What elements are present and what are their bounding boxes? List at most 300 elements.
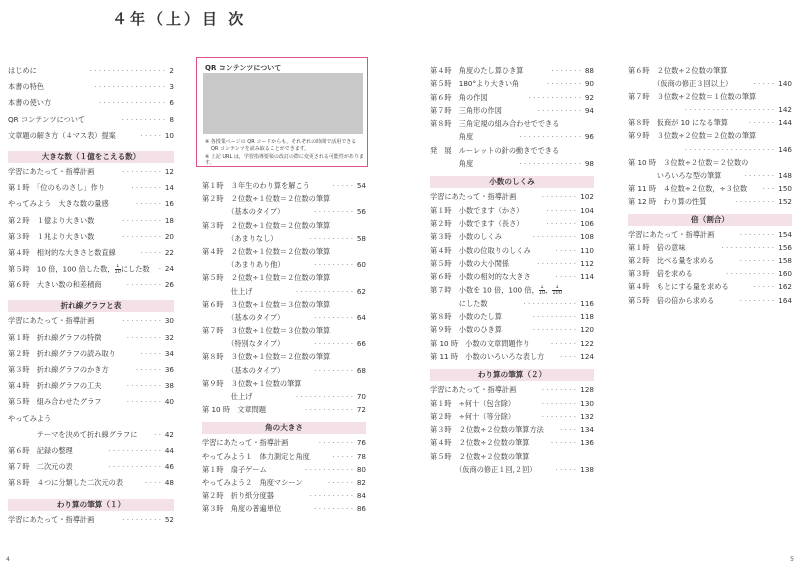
toc-entry-label: 発 展 ルーレットの針の動きでできる (430, 145, 560, 155)
toc-entry-label: 本書の特色 (8, 82, 44, 92)
toc-entry-label: 第５時 倍の倍から求める (628, 295, 715, 305)
leader-dots: · · · · · · · · · · (532, 325, 576, 335)
leader-dots: · · · · · · · · · (314, 260, 353, 270)
toc-column-3 (430, 66, 594, 478)
toc-entry (430, 399, 594, 412)
toc-entry (202, 221, 366, 234)
leader-dots: · · · · · · · · · · · · · (295, 392, 353, 401)
toc-entry (202, 465, 366, 478)
leader-dots: · · · · · · · · · · · · · · (519, 159, 581, 169)
leader-dots: · · · · · · · · · · · · · · · · · · · · (684, 144, 774, 154)
toc-entry-label: にした数 (430, 298, 488, 308)
toc-entry-label: はじめに (8, 66, 37, 75)
toc-entry-label: 第６時 小数の相対的な大きさ (430, 272, 531, 282)
fraction (552, 285, 562, 296)
toc-entry-label: 第４時 ２位数÷２位数の筆算 (430, 438, 530, 448)
toc-entry-page: 16 (164, 199, 174, 209)
toc-entry-page: 38 (164, 381, 174, 391)
toc-entry-label: 第１時 小数でます（かさ） (430, 205, 524, 215)
toc-entry-label: 第 10 時 小数の文章問題作り (430, 338, 530, 348)
leader-dots: · · · · · (140, 130, 161, 140)
toc-entry-label: （あまりあり他） (202, 260, 285, 270)
toc-entry-page: 140 (778, 79, 792, 89)
toc-entry (202, 247, 366, 260)
toc-entry (8, 232, 174, 248)
leader-dots: · · · · · · · · (541, 385, 576, 395)
toc-entry (202, 491, 366, 504)
toc-entry-label: やってみよう 大きな数の量感 (8, 199, 109, 209)
toc-entry-page: 44 (164, 445, 174, 455)
leader-dots: · · · · · (555, 245, 576, 255)
toc-entry-label: やってみよう (8, 413, 52, 423)
leader-dots: · · · · · · · · · · · · · · (519, 132, 581, 142)
toc-entry (430, 385, 594, 398)
toc-entry (8, 414, 174, 430)
toc-entry-page: 122 (580, 338, 594, 348)
toc-entry (8, 82, 174, 98)
toc-entry-label: 第５時 組み合わせたグラフ (8, 397, 102, 407)
toc-entry-page: 68 (356, 365, 366, 375)
leader-dots: · · · · · · (748, 118, 774, 128)
fraction-numerator: 1 (555, 285, 559, 291)
toc-entry-page: 14 (164, 183, 174, 193)
page-title: ４年（上）目 次 (112, 10, 247, 28)
toc-entry (8, 183, 174, 199)
toc-entry-page: 20 (164, 231, 174, 241)
toc-entry-page: 110 (580, 245, 594, 255)
leader-dots: · · · · · · (550, 438, 576, 448)
toc-entry (430, 93, 594, 106)
toc-entry-label: 第８時 ４つに分類した二次元の表 (8, 478, 124, 488)
fraction-denominator: 100 (552, 290, 562, 297)
toc-entry-page: 116 (580, 298, 594, 308)
toc-entry-label: 本書の使い方 (8, 98, 52, 108)
toc-entry-page: 42 (164, 429, 174, 439)
toc-entry-page: 30 (164, 316, 174, 326)
toc-entry-page: 56 (356, 207, 366, 217)
toc-entry-page: 98 (584, 159, 594, 169)
leader-dots: · · · · · · · · · · · · · · · · · · · · (684, 105, 774, 115)
toc-entry-label: 第６時 角の作図 (430, 92, 488, 102)
leader-dots: · · · · · · · · · · (532, 312, 576, 322)
toc-entry-label: 第４時 折れ線グラフの工夫 (8, 381, 102, 391)
toc-entry-label: 第３時 小数のしくみ (430, 232, 502, 242)
toc-entry-label: 第６時 ３位数÷１位数＝３位数の筆算 (202, 299, 331, 309)
toc-entry-label: 第１時 扇子ゲーム (202, 464, 267, 474)
toc-entry (430, 412, 594, 425)
leader-dots: · · · · · (555, 465, 576, 475)
toc-entry-label: 第２時 ÷何十（等分除） (430, 411, 516, 421)
toc-entry-label: いろいろな型の筆算 (628, 170, 722, 180)
toc-entry-label: 第７時 ３位数÷１位数＝３位数の筆算 (202, 326, 331, 336)
leader-dots: · · · · · (140, 247, 161, 257)
toc-entry (430, 192, 594, 205)
toc-entry-label: （基本のタイプ） (202, 207, 285, 217)
toc-entry (628, 184, 792, 197)
toc-entry-page: 26 (164, 280, 174, 290)
toc-entry (628, 269, 792, 282)
leader-dots: · · · · · · · (551, 66, 581, 75)
toc-entry-label: 第７時 三角形の作図 (430, 105, 502, 115)
toc-entry-page: 40 (164, 397, 174, 407)
toc-entry-label: 学習にあたって・指導計画 (8, 514, 95, 524)
toc-entry-label: 第１時 ３年生のわり算を解こう (202, 181, 310, 190)
leader-dots: · · · · · (753, 79, 774, 89)
toc-entry-page: 76 (356, 438, 366, 448)
leader-dots: · · · · · (332, 451, 353, 461)
leader-dots: · · · · · · · · · · · · (721, 243, 774, 253)
qr-note-2: ※ 上記 URL は，学習指導要領の改訂の際に変更される可能性があります。 (205, 154, 364, 166)
toc-entry (8, 349, 174, 365)
toc-entry-page: 128 (580, 385, 594, 395)
toc-entry-page: 2 (169, 66, 174, 75)
leader-dots: · · · · · · · · · · (309, 233, 353, 243)
toc-entry (628, 145, 792, 158)
leader-dots: · · · · · · · (546, 218, 576, 228)
toc-entry-page: 94 (584, 105, 594, 115)
toc-entry-label: 第５時 ２位数÷１位数＝２位数の筆算 (202, 273, 331, 283)
toc-entry-page: 24 (164, 264, 174, 274)
toc-entry-label: 仕上げ (202, 392, 253, 401)
toc-entry-page: 156 (778, 243, 792, 253)
toc-entry-page: 62 (356, 286, 366, 296)
toc-entry-page: 78 (356, 451, 366, 461)
section-heading: 倍（割合） (628, 214, 792, 226)
leader-dots: · · · · · · · · (739, 256, 774, 266)
leader-dots: · · · · · · · (744, 170, 774, 180)
leader-dots: · · · · · (332, 181, 353, 190)
qr-note-1: ※ 各授業ページの QR コードからも，それぞれの時間で活用できる (205, 139, 357, 145)
toc-entry (430, 438, 594, 451)
toc-entry (628, 66, 792, 79)
toc-entry (430, 106, 594, 119)
toc-entry-page: 82 (356, 477, 366, 487)
toc-entry-label: 第３時 角度の普遍単位 (202, 504, 282, 514)
toc-entry (202, 379, 366, 392)
toc-entry-label: 学習にあたって・指導計画 (628, 230, 715, 240)
toc-entry-label: 第２時 ２位数÷１位数＝２位数の筆算 (202, 194, 331, 204)
toc-entry-page: 160 (778, 269, 792, 279)
fraction-numerator: 1 (116, 264, 120, 270)
toc-entry-page: 12 (164, 166, 174, 176)
leader-dots: · · · · · · (135, 365, 161, 374)
leader-dots: · · · · · · · (131, 183, 161, 193)
toc-entry (8, 264, 174, 280)
leader-dots: · · · · · · · · (739, 295, 774, 305)
toc-entry-label: 第１時 倍の意味 (628, 243, 686, 253)
toc-entry (8, 167, 174, 183)
toc-entry-page: 10 (164, 130, 174, 140)
toc-entry-label: 第３時 ２位数÷１位数＝２位数の筆算 (202, 220, 331, 230)
toc-entry-label: テーマを決めて折れ線グラフに (8, 429, 138, 439)
toc-entry (202, 392, 366, 405)
leader-dots: · · (154, 429, 161, 439)
toc-entry (202, 194, 366, 207)
toc-entry-label: 第１時 ÷何十（包含除） (430, 398, 516, 408)
toc-entry-label: 第９時 ３位数÷２位数＝２位数の筆算 (628, 131, 757, 141)
toc-entry (430, 339, 594, 352)
toc-entry-page: 52 (164, 514, 174, 524)
toc-entry-page: 86 (356, 504, 366, 514)
toc-entry (628, 118, 792, 131)
section-heading: わり算の筆算（１） (8, 499, 174, 511)
leader-dots: · (158, 264, 161, 274)
toc-entry-page: 3 (169, 82, 174, 92)
toc-entry-page: 108 (580, 232, 594, 242)
toc-entry (8, 248, 174, 264)
toc-entry-page: 72 (356, 405, 366, 415)
toc-entry-label: 第 10 時 文章問題 (202, 405, 267, 415)
toc-entry-page: 54 (356, 181, 366, 190)
toc-entry-label: 第６時 ２位数÷２位数の筆算 (628, 66, 728, 75)
toc-entry-page: 118 (580, 312, 594, 322)
toc-entry (628, 230, 792, 243)
toc-entry (430, 325, 594, 338)
toc-entry (430, 465, 594, 478)
leader-dots: · · · · · · · · · (314, 207, 353, 217)
toc-entry (8, 216, 174, 232)
toc-entry-page: 22 (164, 247, 174, 257)
toc-entry-label: 第７時 二次元の表 (8, 462, 73, 472)
toc-entry (628, 282, 792, 295)
toc-entry (8, 316, 174, 332)
toc-entry (430, 425, 594, 438)
toc-entry-label: 第８時 小数のたし算 (430, 312, 502, 322)
leader-dots: · · · (762, 183, 774, 193)
toc-entry (8, 98, 174, 114)
toc-entry (8, 462, 174, 478)
toc-entry-label: 第２時 比べる量を求める (628, 256, 715, 266)
toc-entry-label: 第３時 ２位数÷２位数の筆算方法 (430, 425, 544, 435)
leader-dots: · · · · · · (550, 338, 576, 348)
toc-entry (202, 234, 366, 247)
toc-entry-page: 154 (778, 230, 792, 240)
toc-entry-label: 第３時 倍を求める (628, 269, 693, 279)
toc-entry-label: 学習にあたって・指導計画 (430, 192, 517, 202)
toc-entry-label: 第 10 時 ３位数÷２位数＝２位数の (628, 157, 749, 167)
toc-entry-label: 学習にあたって・指導計画 (202, 438, 289, 448)
qr-note-1b: QR コンテンツを読み取ることができます。 (211, 146, 310, 152)
toc-entry (8, 397, 174, 413)
toc-entry (202, 405, 366, 418)
toc-entry-label: 第８時 仮商が 10 になる筆算 (628, 118, 728, 128)
leader-dots: · · · · · · · · (126, 332, 161, 342)
toc-entry-label: 第５時 小数の大小関係 (430, 258, 510, 268)
toc-entry-page: 6 (169, 98, 174, 108)
toc-entry-label: 第 11 時 ４位数÷２位数，÷３位数 (628, 183, 748, 193)
toc-entry-page: 138 (580, 465, 594, 475)
toc-entry (430, 206, 594, 219)
toc-entry-label: QR コンテンツについて (8, 114, 86, 124)
toc-entry (430, 246, 594, 259)
toc-entry-label: 学習にあたって・指導計画 (430, 385, 517, 395)
leader-dots: · · · · · · (135, 199, 161, 209)
toc-entry-label: （仮商の修正１回,２回） (430, 465, 537, 475)
leader-dots: · · · · · · · · · (314, 312, 353, 322)
toc-entry-label: 第２時 折り紙分度器 (202, 491, 274, 501)
toc-entry-label: 学習にあたって・指導計画 (8, 166, 95, 176)
toc-entry-label: 第６時 記録の整理 (8, 445, 73, 455)
toc-entry (202, 287, 366, 300)
leader-dots: · · · · · · · · · · (121, 114, 165, 124)
toc-entry-label: 第１時 「位のものさし」作り (8, 183, 106, 193)
toc-entry (202, 478, 366, 491)
leader-dots: · · · · · · · · · · · · (108, 445, 161, 455)
toc-entry (202, 181, 366, 194)
toc-entry-label: 第４時 小数の位取りのしくみ (430, 245, 531, 255)
toc-entry-label: 第２時 １億より大きい数 (8, 215, 95, 225)
toc-entry-label: 文章題の解き方（４マス表）提案 (8, 130, 116, 140)
leader-dots: · · · · · · · · · · · (726, 269, 774, 279)
toc-entry-page: 34 (164, 348, 174, 358)
toc-entry-label: 第５時 ２位数÷２位数の筆算 (430, 451, 530, 461)
leader-dots: · · · · · · · · · (735, 196, 774, 206)
toc-entry (8, 333, 174, 349)
toc-entry (8, 280, 174, 296)
toc-entry-label: 第５時 180°より大きい角 (430, 79, 520, 89)
qr-contents-box (196, 57, 368, 167)
toc-entry (202, 207, 366, 220)
toc-entry-page: 96 (584, 132, 594, 142)
leader-dots: · · · · · (753, 282, 774, 292)
toc-entry (8, 381, 174, 397)
toc-entry-page: 144 (778, 118, 792, 128)
toc-entry-label: 第３時 １兆より大きい数 (8, 231, 95, 241)
toc-entry (202, 438, 366, 451)
toc-entry-label: 第２時 小数でます（長さ） (430, 218, 524, 228)
toc-entry (628, 131, 792, 144)
toc-entry (8, 66, 174, 82)
toc-entry-label: 第４時 角度のたし算ひき算 (430, 66, 524, 75)
leader-dots: · · · · · · · · · · · · · (295, 286, 353, 296)
toc-entry (202, 452, 366, 465)
leader-dots: · · · · · · · · (541, 398, 576, 408)
toc-entry (430, 159, 594, 172)
toc-entry-label: 第７時 小数を 10 倍，100 倍， $\frac{1}{10}$ ， $\frac{1}{100}$ (430, 285, 562, 297)
leader-dots: · · · · · · (327, 477, 353, 487)
leader-dots: · · · · · · · · (739, 230, 774, 240)
toc-entry-page: 152 (778, 196, 792, 206)
toc-entry (202, 313, 366, 326)
toc-entry-label: 第５時 10 倍，100 倍した数， $\frac{1}{10}$ にした数 (8, 264, 150, 276)
toc-entry-page: 142 (778, 105, 792, 115)
toc-entry-label: （基本のタイプ） (202, 365, 285, 375)
toc-entry-label: 角度 (430, 159, 474, 169)
toc-entry (8, 199, 174, 215)
toc-entry (628, 92, 792, 105)
leader-dots: · · · · · · · · · (122, 166, 161, 176)
toc-entry-page: 36 (164, 365, 174, 374)
toc-entry-page: 134 (580, 425, 594, 435)
toc-entry-label: 第８時 三角定規の組み合わせでできる (430, 119, 560, 129)
leader-dots: · · · · · · · · (541, 411, 576, 421)
leader-dots: · · · · · (555, 272, 576, 282)
toc-entry-page: 102 (580, 192, 594, 202)
leader-dots: · · · · · · · · · · · · (108, 462, 161, 472)
leader-dots: · · · · (560, 351, 576, 361)
toc-entry-page: 48 (164, 478, 174, 488)
toc-entry-page: 8 (169, 114, 174, 124)
toc-entry-page: 148 (778, 170, 792, 180)
toc-entry-page: 32 (164, 332, 174, 342)
toc-entry (430, 452, 594, 465)
toc-entry (628, 79, 792, 92)
toc-entry-page: 146 (778, 144, 792, 154)
toc-entry-page: 136 (580, 438, 594, 448)
qr-box-title: QR コンテンツについて (205, 64, 282, 72)
toc-entry-page: 92 (584, 92, 594, 102)
toc-entry-page: 90 (584, 79, 594, 89)
toc-entry (8, 478, 174, 494)
leader-dots: · · · · · · · · · (314, 504, 353, 514)
toc-entry-page: 84 (356, 491, 366, 501)
section-heading: 小数のしくみ (430, 176, 594, 188)
fraction-denominator: 10 (114, 269, 121, 276)
toc-entry-page: 120 (580, 325, 594, 335)
toc-entry-label: 第４時 ２位数÷１位数＝２位数の筆算 (202, 246, 331, 256)
leader-dots: · · · · · · · · · (314, 339, 353, 349)
leader-dots: · · · · (560, 425, 576, 435)
toc-entry (202, 504, 366, 517)
toc-entry-label: 角度 (430, 132, 474, 142)
toc-entry (430, 272, 594, 285)
leader-dots: · · · · · · · · · (537, 258, 576, 268)
toc-entry-label: 第６時 大きい数の和差積商 (8, 280, 102, 290)
toc-entry-label: 第８時 ３位数÷１位数＝２位数の筆算 (202, 352, 331, 362)
toc-entry (430, 232, 594, 245)
toc-entry-page: 88 (584, 66, 594, 75)
toc-column-4 (628, 66, 792, 309)
leader-dots: · · · · · · · · · · · (305, 405, 353, 415)
toc-entry-label: 第４時 もとにする量を求める (628, 282, 729, 292)
toc-entry (430, 146, 594, 159)
page-number-left: 4 (6, 556, 10, 563)
leader-dots: · · · · · · · · · · (532, 232, 576, 242)
section-heading: わり算の筆算（２） (430, 369, 594, 381)
leader-dots: · · · · · (140, 348, 161, 358)
page-number-right: 5 (790, 556, 794, 563)
toc-entry-page: 104 (580, 205, 594, 215)
toc-column-2 (202, 181, 366, 518)
fraction-denominator: 10 (538, 290, 546, 297)
section-heading: 折れ線グラフと表 (8, 300, 174, 312)
leader-dots: · · · · · · · · · · (537, 105, 581, 115)
toc-entry (430, 132, 594, 145)
toc-entry (202, 326, 366, 339)
toc-entry-page: 60 (356, 260, 366, 270)
toc-entry-label: やってみよう２ 角度マシーン (202, 477, 303, 487)
leader-dots: · · · · · · · · · · · · · · · (98, 98, 165, 108)
toc-entry-label: 第 11 時 小数のいろいろな表し方 (430, 351, 545, 361)
toc-column-1 (8, 66, 174, 531)
toc-entry (430, 285, 594, 298)
toc-entry (628, 171, 792, 184)
toc-entry (628, 296, 792, 309)
toc-entry-page: 114 (580, 272, 594, 282)
toc-entry-page: 124 (580, 351, 594, 361)
toc-entry-label: （基本のタイプ） (202, 312, 285, 322)
toc-entry (628, 158, 792, 171)
toc-entry (628, 105, 792, 118)
leader-dots: · · · · · · · · · · · · · · · · (94, 82, 165, 92)
leader-dots: · · · · · · · · (126, 280, 161, 290)
toc-entry-page: 58 (356, 233, 366, 243)
toc-entry (8, 115, 174, 131)
toc-entry-label: 学習にあたって・指導計画 (8, 316, 95, 326)
leader-dots: · · · · · · · · (541, 192, 576, 202)
toc-entry-page: 18 (164, 215, 174, 225)
toc-entry-label: 第９時 ３位数÷１位数の筆算 (202, 378, 302, 388)
